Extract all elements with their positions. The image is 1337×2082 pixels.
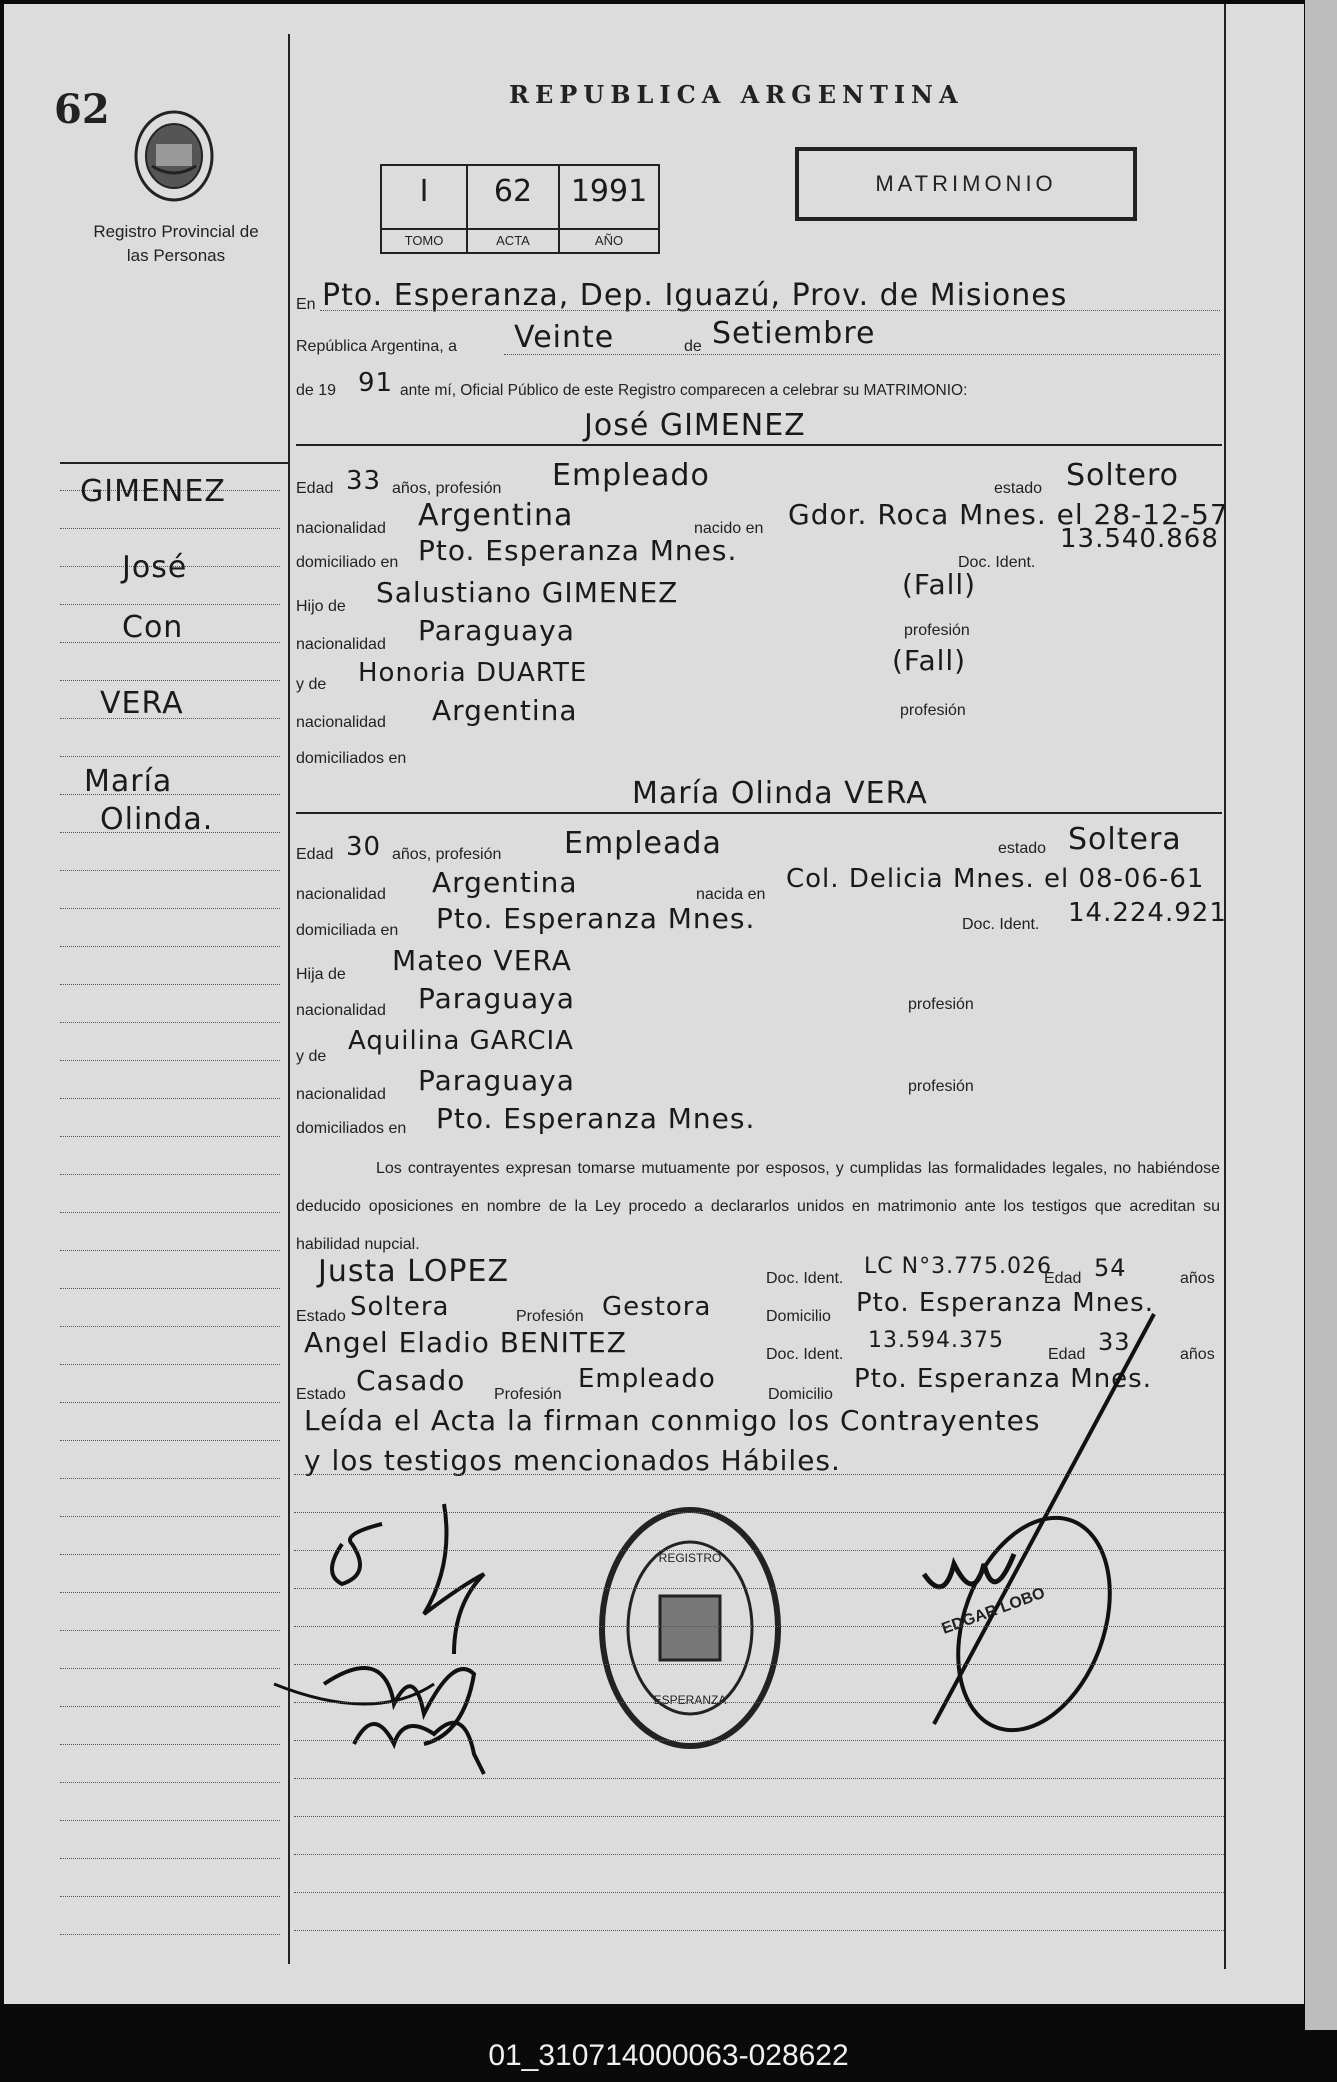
margin-rule (60, 1364, 280, 1365)
intro-text: ante mí, Oficial Público de este Registro comparecen a celebrar su MATRIMONIO: (400, 382, 968, 399)
bride-nacida-label: nacida en (696, 886, 766, 903)
svg-text:EDGAR LOBO: EDGAR LOBO (939, 1584, 1048, 1638)
ano-value: 1991 (570, 174, 648, 209)
margin-rule (60, 604, 280, 605)
intro-place: Pto. Esperanza, Dep. Iguazú, Prov. de Misiones (322, 278, 1068, 313)
bride-doc-label: Doc. Ident. (962, 916, 1040, 933)
body-rule (294, 1550, 1224, 1551)
groom-nacido-label: nacido en (694, 520, 764, 537)
svg-text:REGISTRO: REGISTRO (658, 1551, 722, 1565)
margin-rule (60, 1820, 280, 1821)
place-line (320, 310, 1220, 311)
witness1-dom-label: Domicilio (766, 1308, 831, 1325)
bride-address: Pto. Esperanza Mnes. (436, 902, 756, 935)
groom-mother-note: (Fall) (892, 644, 967, 677)
margin-rule (60, 1060, 280, 1061)
witness2-edad-label: Edad (1048, 1346, 1086, 1363)
witness2-doc-label: Doc. Ident. (766, 1346, 844, 1363)
witness2-estado: Casado (356, 1364, 466, 1397)
bride-age: 30 (346, 832, 382, 862)
ano-cell (560, 166, 658, 252)
margin-note: José (122, 550, 188, 585)
acta-label: ACTA (468, 228, 558, 248)
witness1-prof-label: Profesión (516, 1308, 584, 1325)
margin-rule (60, 946, 280, 947)
bride-birth: Col. Delicia Mnes. el 08-06-61 (786, 864, 1205, 894)
right-border (1224, 4, 1226, 1969)
witness1-estado-label: Estado (296, 1308, 346, 1325)
witness2-age: 33 (1098, 1328, 1131, 1356)
witness1-name: Justa LOPEZ (318, 1254, 510, 1289)
body-rule (294, 1740, 1224, 1741)
body-rule (294, 1892, 1224, 1893)
body-rule (294, 1512, 1224, 1513)
body-rule (294, 1664, 1224, 1665)
margin-rule (60, 1250, 280, 1251)
margin-note: María (84, 764, 173, 799)
bride-anos-prof-label: años, profesión (392, 846, 502, 863)
groom-nationality: Argentina (418, 498, 574, 533)
bride-mother: Aquilina GARCIA (348, 1026, 574, 1056)
groom-marital: Soltero (1066, 458, 1179, 493)
margin-rule (60, 1212, 280, 1213)
bride-hija-label: Hija de (296, 966, 346, 983)
groom-doc: 13.540.868 (1060, 524, 1219, 554)
scan-id: 01_310714000063-028622 (488, 2039, 849, 2072)
intro-day: Veinte (514, 320, 615, 355)
bride-doc: 14.224.921 (1068, 898, 1227, 928)
margin-rule (60, 756, 280, 757)
document-page (4, 4, 1304, 2004)
margin-rule (60, 1858, 280, 1859)
bride-father-prof-label: profesión (908, 996, 974, 1013)
body-rule (294, 1588, 1224, 1589)
bride-full-name: María Olinda VERA (632, 776, 928, 811)
bride-yde-label: y de (296, 1048, 327, 1065)
groom-father-nationality: Paraguaya (418, 614, 575, 647)
acta-cell (468, 166, 560, 252)
groom-mother-prof-label: profesión (900, 702, 966, 719)
groom-name-rule (296, 444, 1222, 446)
date-line (504, 354, 1220, 355)
intro-de-label: de (684, 338, 702, 355)
witness1-doc-label: Doc. Ident. (766, 1270, 844, 1287)
bride-father-nac-label: nacionalidad (296, 1002, 386, 1019)
bride-nac-label: nacionalidad (296, 886, 386, 903)
declaration-text: Los contrayentes expresan tomarse mutuamente por esposos, y cumplidas las formalidades legales, no habiéndose deducido oposiciones en nombre de la Ley procedo a declararlos unidos en matrimonio ante los testigos que acreditan su habilidad nupcial. (296, 1160, 1220, 1253)
margin-rule (60, 984, 280, 985)
groom-domiciliados-label: domiciliados en (296, 750, 407, 767)
margin-rule (60, 680, 280, 681)
bride-profession: Empleada (564, 826, 722, 861)
groom-dom-label: domiciliado en (296, 554, 399, 571)
groom-age: 33 (346, 466, 382, 496)
witness2-estado-label: Estado (296, 1386, 346, 1403)
bride-name-rule (296, 812, 1222, 814)
act-type-box: MATRIMONIO (795, 147, 1137, 221)
witness1-address: Pto. Esperanza Mnes. (856, 1288, 1154, 1318)
scan-edge (1305, 0, 1337, 2030)
ano-label: AÑO (560, 228, 658, 248)
margin-rule (60, 1668, 280, 1669)
groom-doc-label: Doc. Ident. (958, 554, 1036, 571)
bride-father-nationality: Paraguaya (418, 982, 575, 1015)
body-rule (294, 1778, 1224, 1779)
country-title: REPUBLICA ARGENTINA (509, 80, 964, 109)
margin-rule (60, 1098, 280, 1099)
bride-parents-address: Pto. Esperanza Mnes. (436, 1102, 756, 1135)
margin-rule (60, 1326, 280, 1327)
groom-anos-prof-label: años, profesión (392, 480, 502, 497)
groom-address: Pto. Esperanza Mnes. (418, 534, 738, 567)
witness2-dom-label: Domicilio (768, 1386, 833, 1403)
acta-value: 62 (493, 174, 533, 209)
body-rule (294, 1854, 1224, 1855)
witness1-profession: Gestora (602, 1292, 712, 1322)
groom-father-nac-label: nacionalidad (296, 636, 386, 653)
registry-name: Registro Provincial de las Personas (93, 222, 259, 265)
bride-domiciliados-label: domiciliados en (296, 1120, 407, 1137)
margin-rule (60, 1896, 280, 1897)
groom-profession: Empleado (552, 458, 710, 493)
margin-rule (60, 1478, 280, 1479)
margin-note: GIMENEZ (80, 474, 226, 509)
groom-nac-label: nacionalidad (296, 520, 386, 537)
bride-mother-nationality: Paraguaya (418, 1064, 575, 1097)
bride-mother-nac-label: nacionalidad (296, 1086, 386, 1103)
witness1-doc: LC N°3.775.026 (864, 1254, 1053, 1279)
groom-mother-nationality: Argentina (432, 694, 578, 727)
official-signature-stamp (904, 1304, 1164, 1764)
margin-rule (60, 1706, 280, 1707)
margin-rule (60, 908, 280, 909)
margin-note: Con (122, 610, 184, 645)
intro-year-suffix: 91 (358, 368, 394, 398)
bride-father: Mateo VERA (392, 944, 572, 977)
groom-estado-label: estado (994, 480, 1043, 497)
margin-rule (60, 1630, 280, 1631)
witness1-estado: Soltera (350, 1292, 450, 1322)
witness2-profession: Empleado (578, 1364, 716, 1394)
witness1-age: 54 (1094, 1254, 1127, 1282)
body-rule (294, 1474, 1224, 1475)
groom-mother-nac-label: nacionalidad (296, 714, 386, 731)
closing-line-2: y los testigos mencionados Hábiles. (304, 1444, 841, 1477)
signature-scribbles (264, 1484, 564, 1794)
bride-marital: Soltera (1068, 822, 1182, 857)
margin-rule (60, 1934, 280, 1935)
volume-boxes (380, 164, 660, 254)
margin-rule (60, 1174, 280, 1175)
witness1-edad-label: Edad (1044, 1270, 1082, 1287)
margin-rule (60, 528, 280, 529)
groom-mother: Honoria DUARTE (358, 658, 588, 688)
groom-full-name: José GIMENEZ (584, 408, 806, 443)
intro-year-prefix: de 19 (296, 382, 337, 399)
margin-rule (60, 1288, 280, 1289)
bride-edad-label: Edad (296, 846, 334, 863)
body-rule (294, 1930, 1224, 1931)
body-rule (294, 1626, 1224, 1627)
bride-nationality: Argentina (432, 866, 578, 899)
margin-rule (60, 1516, 280, 1517)
svg-text:ESPERANZA: ESPERANZA (653, 1693, 727, 1707)
registry-logo (132, 108, 216, 204)
intro-month: Setiembre (712, 316, 876, 351)
groom-edad-label: Edad (296, 480, 334, 497)
margin-rule (60, 870, 280, 871)
margin-rule (60, 1782, 280, 1783)
margin-rule (60, 1402, 280, 1403)
tomo-value: I (419, 174, 429, 209)
margin-rule (60, 1592, 280, 1593)
margin-rule (60, 1022, 280, 1023)
witness2-doc: 13.594.375 (868, 1328, 1004, 1353)
witness2-name: Angel Eladio BENITEZ (304, 1326, 627, 1359)
witness2-anos-label: años (1180, 1346, 1215, 1363)
groom-father-note: (Fall) (902, 568, 977, 601)
margin-rule (60, 1440, 280, 1441)
groom-hijo-label: Hijo de (296, 598, 346, 615)
margin-note: VERA (100, 686, 184, 721)
page-number: 62 (54, 86, 110, 133)
margin-top-rule (60, 462, 288, 464)
margin-note: Olinda. (100, 802, 214, 837)
bride-dom-label: domiciliada en (296, 922, 399, 939)
intro-en-label: En (296, 296, 316, 313)
closing-line-1: Leída el Acta la firman conmigo los Contrayentes (304, 1404, 1041, 1437)
bride-estado-label: estado (998, 840, 1047, 857)
groom-father: Salustiano GIMENEZ (376, 576, 679, 609)
body-rule (294, 1816, 1224, 1817)
groom-birth: Gdor. Roca Mnes. el 28-12-57 (788, 498, 1229, 531)
margin-rule (60, 1554, 280, 1555)
body-rule (294, 1702, 1224, 1703)
intro-republica-label: República Argentina, a (296, 338, 457, 355)
bride-mother-prof-label: profesión (908, 1078, 974, 1095)
groom-yde-label: y de (296, 676, 327, 693)
witness2-address: Pto. Esperanza Mnes. (854, 1364, 1152, 1394)
tomo-label: TOMO (382, 228, 466, 248)
tomo-cell (382, 166, 468, 252)
witness1-anos-label: años (1180, 1270, 1215, 1287)
groom-father-prof-label: profesión (904, 622, 970, 639)
witness2-prof-label: Profesión (494, 1386, 562, 1403)
margin-rule (60, 1744, 280, 1745)
registry-seal (596, 1504, 784, 1752)
margin-rule (60, 1136, 280, 1137)
